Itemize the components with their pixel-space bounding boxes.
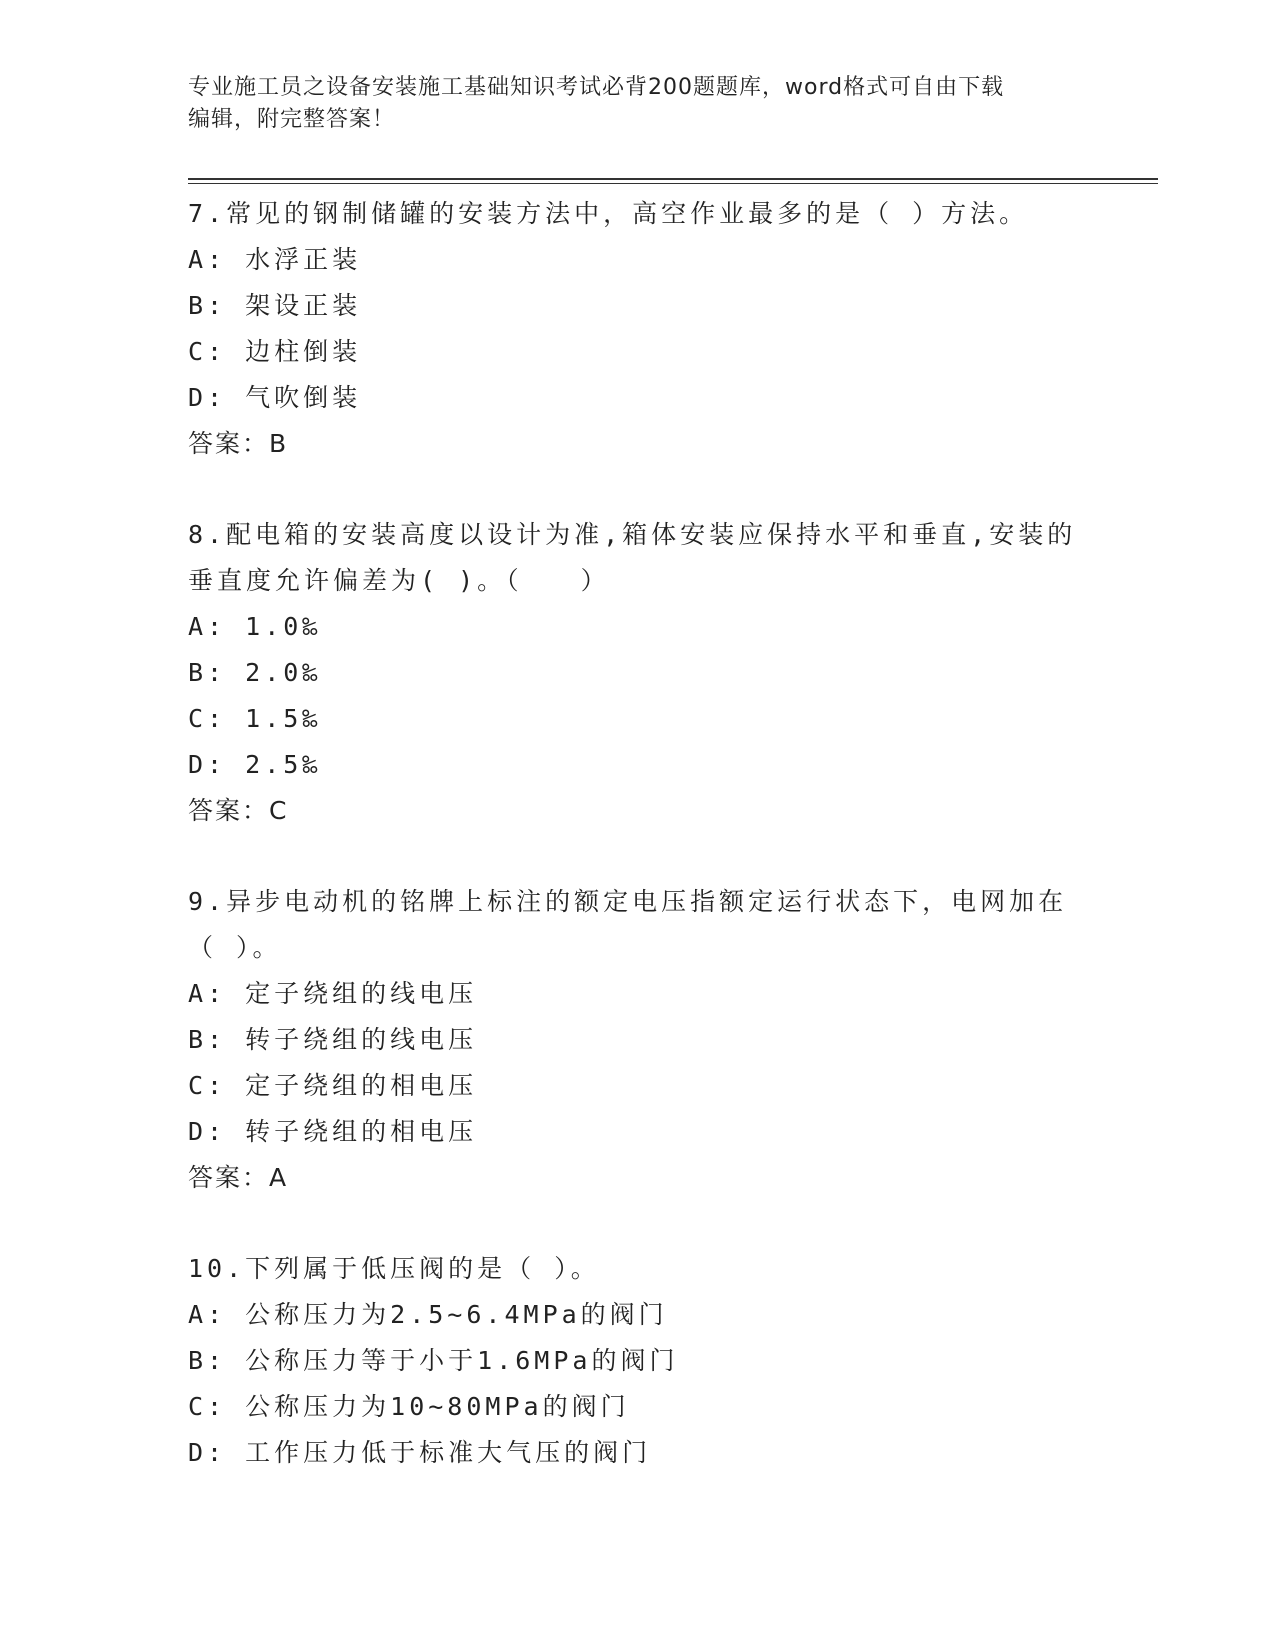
header-line-1: 专业施工员之设备安装施工基础知识考试必背200题题库，word格式可自由下载 (188, 75, 1005, 100)
option-a: A: 1.0‰ (188, 612, 322, 641)
option-d: D: 工作压力低于标准大气压的阀门 (188, 1438, 652, 1467)
option-d: D: 气吹倒装 (188, 383, 362, 412)
question-text: 9.异步电动机的铭牌上标注的额定电压指额定运行状态下，电网加在 (188, 887, 1068, 916)
answer-label: 答案：A (188, 1163, 289, 1192)
document-header (188, 72, 1088, 136)
question-text-continued: 垂直度允许偏差为( )。（ ） (188, 566, 610, 595)
question-10 (188, 1246, 1088, 1476)
option-b: B: 转子绕组的线电压 (188, 1025, 478, 1054)
question-9 (188, 879, 1088, 1201)
answer-label: 答案：B (188, 429, 289, 458)
option-b: B: 2.0‰ (188, 658, 322, 687)
question-text: 10.下列属于低压阀的是（ ）。 (188, 1254, 600, 1283)
option-a: A: 定子绕组的线电压 (188, 979, 478, 1008)
header-line-2: 编辑，附完整答案！ (188, 107, 396, 132)
option-d: D: 转子绕组的相电压 (188, 1117, 478, 1146)
question-spacer (188, 834, 1088, 879)
option-b: B: 架设正装 (188, 291, 362, 320)
option-a: A: 水浮正装 (188, 245, 362, 274)
option-d: D: 2.5‰ (188, 750, 322, 779)
header-divider-thin (188, 183, 1158, 184)
option-c: C: 定子绕组的相电压 (188, 1071, 478, 1100)
option-c: C: 公称压力为10~80MPa的阀门 (188, 1392, 630, 1421)
header-divider-thick (188, 178, 1158, 180)
question-text: 8.配电箱的安装高度以设计为准,箱体安装应保持水平和垂直,安装的 (188, 520, 1077, 549)
option-c: C: 边柱倒装 (188, 337, 362, 366)
option-a: A: 公称压力为2.5~6.4MPa的阀门 (188, 1300, 668, 1329)
option-c: C: 1.5‰ (188, 704, 322, 733)
question-spacer (188, 467, 1088, 512)
question-list (188, 191, 1088, 1476)
option-b: B: 公称压力等于小于1.6MPa的阀门 (188, 1346, 679, 1375)
question-text-continued: （ ）。 (188, 933, 282, 962)
question-7 (188, 191, 1088, 467)
answer-label: 答案：C (188, 796, 289, 825)
question-spacer (188, 1201, 1088, 1246)
question-8 (188, 512, 1088, 834)
question-text: 7.常见的钢制储罐的安装方法中，高空作业最多的是（ ）方法。 (188, 199, 1029, 228)
